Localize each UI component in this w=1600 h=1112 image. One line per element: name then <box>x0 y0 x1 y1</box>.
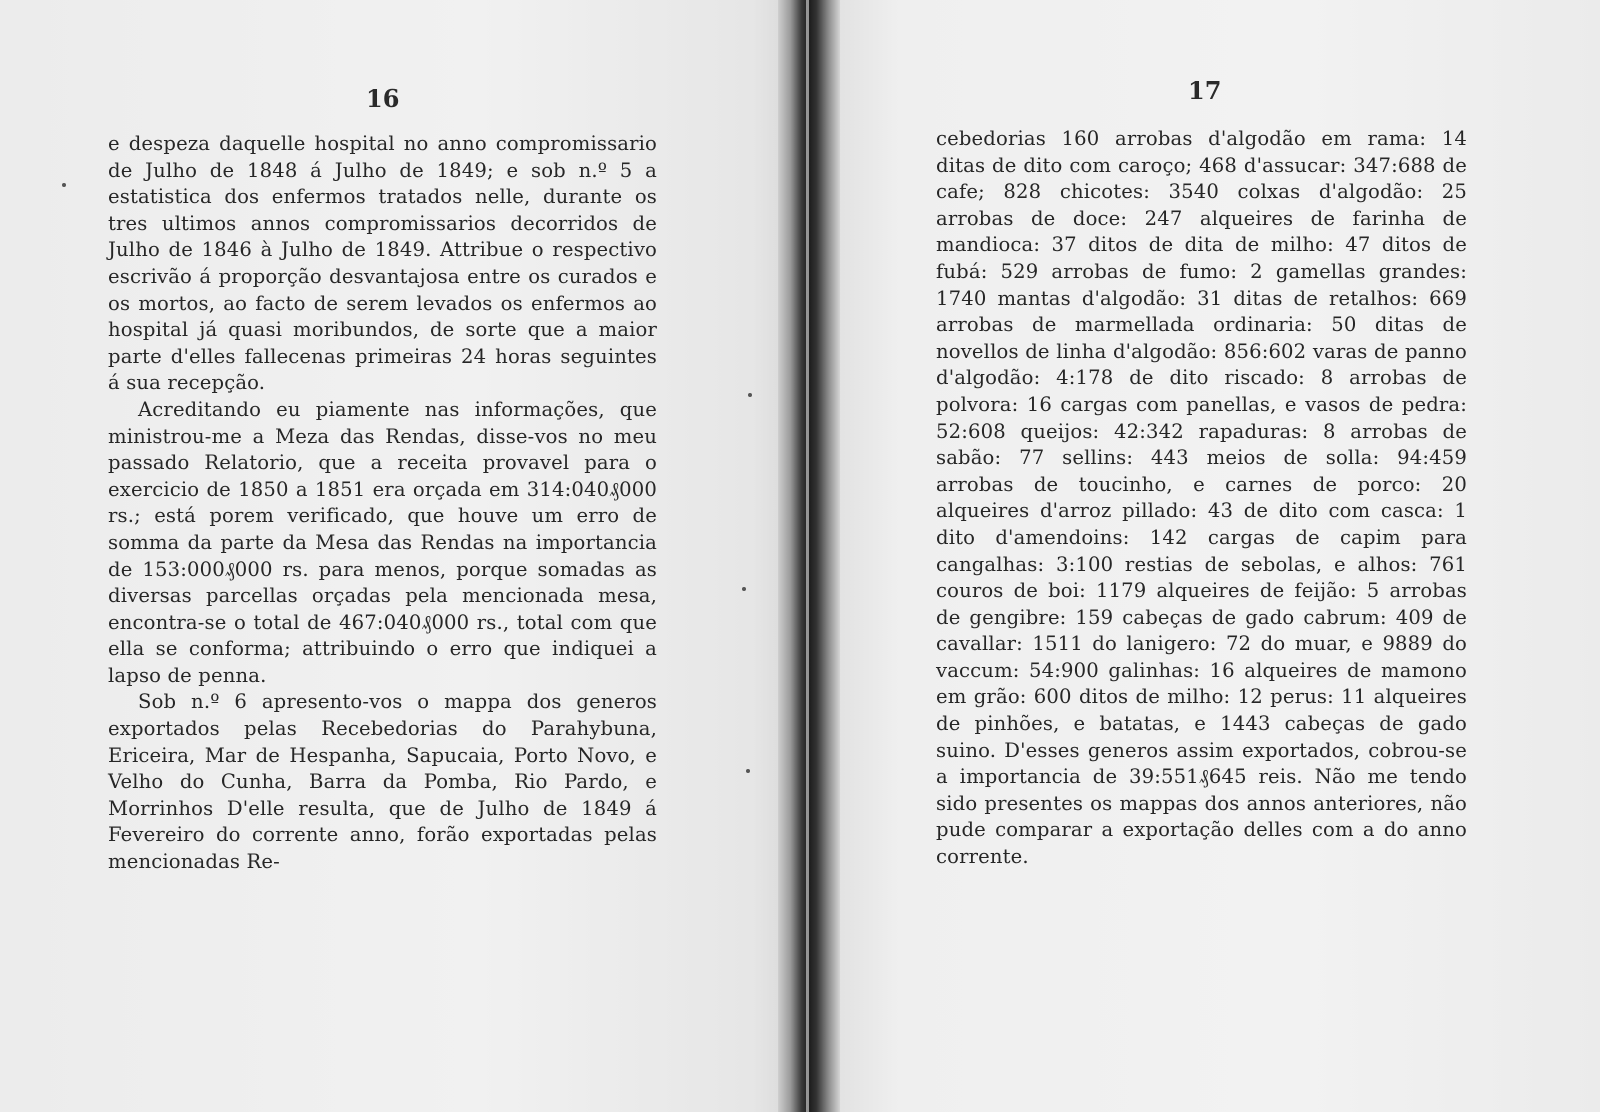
left-paragraph-2: Acreditando eu piamente nas informações, que ministrou-me a Meza das Rendas, disse-vos no meu passado Relatorio, que a receita provavel para o exercicio de 1850 a 1851 era orçada em 314:040₰000 rs.; está porem verificado, que houve um erro de somma da parte da Mesa das Rendas na importancia de 153:000₰000 rs. para menos, porque somadas as diversas parcellas orçadas pela mencionada mesa, encontra-se o total de 467:040₰000 rs., total com que ella se conforma; attribuindo o erro que indiquei a lapso de penna. <box>108 397 657 687</box>
book-gutter <box>778 0 840 1112</box>
left-paragraph-3: Sob n.º 6 apresento-vos o mappa dos generos exportados pelas Recebedorias do Parahybuna, Ericeira, Mar de Hespanha, Sapucaia, Porto Novo, e Velho do Cunha, Barra da Pomba, Rio Pardo, e Morrinhos D'elle resulta, que de Julho de 1849 á Fevereiro do corrente anno, forão exportadas pelas mencionadas Re- <box>108 690 657 874</box>
left-page-number: 16 <box>366 84 400 113</box>
right-paragraph-1: cebedorias 160 arrobas d'algodão em rama: 14 ditas de dito com caroço; 468 d'assucar: 347:688 de cafe; 828 chicotes: 3540 colxas d'algodão: 25 arrobas de doce: 247 alqueires de farinha de mandioca: 37 ditos de dita de milho: 47 ditos de fubá: 529 arrobas de fumo: 2 gamellas grandes: 1740 mantas d'algodão: 31 ditas de retalhos: 669 arrobas de marmellada ordinaria: 50 ditas de novellos de linha d'algodão: 856:602 varas de panno d'algodão: 4:178 de dito riscado: 8 arrobas de polvora: 16 cargas com panellas, e vasos de pedra: 52:608 queijos: 42:342 rapaduras: 8 arrobas de sabão: 77 sellins: 443 meios de solla: 94:459 arrobas de toucinho, e carnes de porco: 20 alqueires d'arroz pillado: 43 de dito com casca: 1 dito d'amendoins: 142 cargas de capim para cangalhas: 3:100 restias de sebolas, e alhos: 761 couros de boi: 1179 alqueires de feijão: 5 arrobas de gengibre: 159 cabeças de gado cabrum: 409 de cavallar: 1511 do lanigero: 72 do muar, e 9889 do vaccum: 54:900 galinhas: 16 alqueires de mamono em grão: 600 ditos de milho: 12 perus: 11 alqueires de pinhões, e batatas, e 1443 cabeças de gado suino. D'esses generos assim exportados, cobrou-se a importancia de 39:551₰645 reis. Não me tendo sido presentes os mappas dos annos anteriores, não pude comparar a exportação delles com a do anno corrente. <box>936 127 1467 869</box>
paper-speck <box>748 393 752 397</box>
gutter-seam <box>806 0 809 1112</box>
paper-speck <box>746 769 750 773</box>
left-page-text <box>108 131 657 961</box>
paper-speck <box>742 587 746 591</box>
left-paragraph-1: e despeza daquelle hospital no anno compromissario de Julho de 1848 á Julho de 1849; e sob n.º 5 a estatistica dos enfermos tratados nelle, durante os tres ultimos annos compromissarios decorridos de Julho de 1846 à Julho de 1849. Attribue o respectivo escrivão á proporção desvantajosa entre os curados e os mortos, ao facto de serem levados os enfermos ao hospital já quasi moribundos, de sorte que a maior parte d'elles fallecenas primeiras 24 horas seguintes á sua recepção. <box>108 132 657 395</box>
paper-speck <box>62 183 66 187</box>
right-page-text <box>936 126 1467 956</box>
right-page-number: 17 <box>1188 76 1222 105</box>
